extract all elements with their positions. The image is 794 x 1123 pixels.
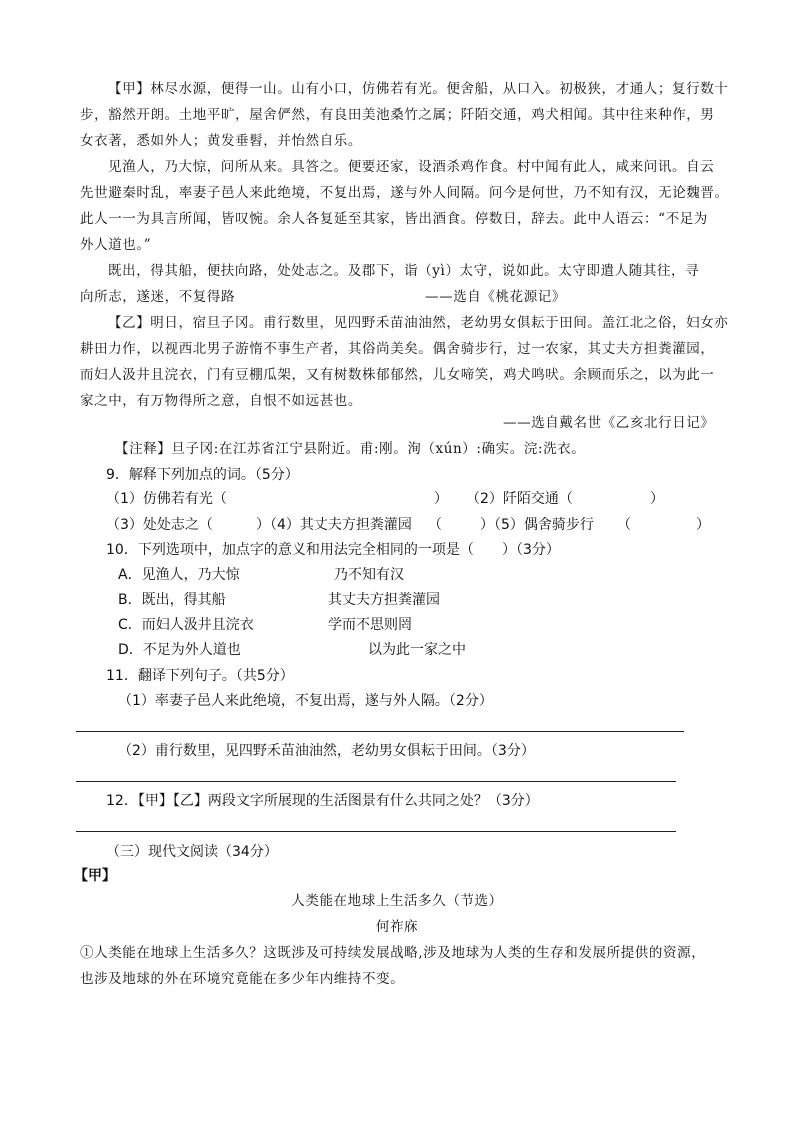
jia-p1-line3: 女衣著，悉如外人；黄发垂髫，并怡然自乐。 bbox=[80, 133, 362, 149]
article-para1-line1: ①人类能在地球上生活多久？这既涉及可持续发展战略,涉及地球为人类的生存和发展所提供的资源， bbox=[80, 945, 706, 961]
yi-source: ——选自戴名世《乙亥北行日记》 bbox=[503, 415, 715, 431]
q10-option-b: B．既出，得其船 bbox=[118, 592, 226, 608]
q12-stem: 12．【甲】【乙】两段文字所展现的生活图景有什么共同之处？（3分） bbox=[106, 793, 539, 809]
q10-option-a: A．见渔人，乃大惊 bbox=[118, 567, 240, 583]
q9-item5-close: ） bbox=[696, 517, 710, 533]
q10-option-d-compare: 以为此一家之中 bbox=[368, 642, 466, 658]
q9-item2: （2）阡陌交通（ bbox=[466, 491, 573, 507]
q9-item5: ）（5）偶舍骑步行 bbox=[480, 517, 594, 533]
yi-line1: 【乙】明日，宿旦子冈。甫行数里，见四野禾苗油油然，老幼男女俱耘于田间。盖江北之俗，妇女亦 bbox=[108, 315, 729, 331]
yi-line2: 耕田力作，以视西北男子游惰不事生产者，其俗尚美矣。偶舍骑步行，过一农家，其丈夫方担粪灌园， bbox=[80, 341, 715, 357]
q12-answer-line[interactable] bbox=[76, 831, 676, 832]
jia-p3-line2: 向所志，遂迷，不复得路 bbox=[80, 289, 236, 305]
article-author: 何祚庥 bbox=[375, 919, 419, 935]
jia-p2-line1: 见渔人，乃大惊，问所从来。具答之。便要还家，设酒杀鸡作食。村中闻有此人，咸来问讯。自云 bbox=[108, 159, 715, 175]
jia-p2-line3: 此人一一为具言所闻，皆叹惋。余人各复延至其家，皆出酒食。停数日，辞去。此中人语云：“不足为 bbox=[80, 211, 708, 227]
q9-item5-open: （ bbox=[617, 517, 631, 533]
q9-item4-open: （ bbox=[428, 517, 442, 533]
q9-item1-close: ） bbox=[434, 491, 448, 507]
q11-answer-line1[interactable] bbox=[76, 731, 684, 732]
section3-jia-label: 【甲】 bbox=[74, 868, 116, 884]
q10-stem: 10．下列选项中，加点字的意义和用法完全相同的一项是（ bbox=[106, 542, 474, 558]
article-para1-line2: 也涉及地球的外在环境究竟能在多少年内维持不变。 bbox=[80, 971, 405, 987]
yi-line3: 而妇人汲井且浣衣，门有豆棚瓜架，又有树数株郁郁然，儿女啼笑，鸡犬鸣吠。余顾而乐之，以为此一 bbox=[80, 367, 715, 383]
q10-option-b-compare: 其丈夫方担粪灌园 bbox=[328, 592, 440, 608]
q9-item3: （3）处处志之（ bbox=[106, 517, 213, 533]
jia-source: ——选自《桃花源记》 bbox=[425, 289, 566, 305]
q10-option-c-compare: 学而不思则罔 bbox=[328, 617, 412, 633]
q9-item2-close: ） bbox=[650, 491, 664, 507]
q11-answer-line2[interactable] bbox=[76, 781, 676, 782]
q10-option-a-compare: 乃不知有汉 bbox=[334, 567, 404, 583]
yi-line4: 家之中，有万物得所之意，自恨不如远甚也。 bbox=[80, 393, 362, 409]
article-title: 人类能在地球上生活多久（节选） bbox=[291, 893, 503, 909]
q9-stem: 9．解释下列加点的词。（5分） bbox=[106, 467, 299, 483]
q10-stem-end: ）（3分） bbox=[502, 542, 560, 558]
section3-heading: （三）现代文阅读（34分） bbox=[106, 844, 278, 860]
q9-item1: （1）仿佛若有光（ bbox=[106, 491, 227, 507]
q9-item4: ）（4）其丈夫方担粪灌园 bbox=[256, 517, 412, 533]
jia-p1-line1: 【甲】林尽水源，便得一山。山有小口，仿佛若有光。便舍船，从口入。初极狭，才通人；复行数十 bbox=[108, 81, 729, 97]
q10-option-d: D．不足为外人道也 bbox=[118, 642, 241, 658]
jia-p2-line4: 外人道也。” bbox=[80, 237, 152, 253]
q11-sentence1: （1）率妻子邑人来此绝境，不复出焉，遂与外人隔。（2分） bbox=[118, 693, 493, 709]
jia-p2-line2: 先世避秦时乱，率妻子邑人来此绝境，不复出焉，遂与外人间隔。问今是何世，乃不知有汉，无论魏晋。 bbox=[80, 185, 729, 201]
q11-sentence2: （2）甫行数里，见四野禾苗油油然，老幼男女俱耘于田间。（3分） bbox=[118, 743, 535, 759]
q10-option-c: C．而妇人汲井且浣衣 bbox=[118, 617, 254, 633]
notes: 【注释】旦子冈:在江苏省江宁县附近。甫:刚。洵（xún）:确实。浣:洗衣。 bbox=[115, 441, 586, 457]
q11-stem: 11．翻译下列句子。（共5分） bbox=[106, 668, 294, 684]
jia-p3-line1: 既出，得其船，便扶向路，处处志之。及郡下，诣（yì）太守，说如此。太守即遣人随其往，寻 bbox=[108, 263, 700, 279]
jia-p1-line2: 步，豁然开朗。土地平旷，屋舍俨然，有良田美池桑竹之属；阡陌交通，鸡犬相闻。其中往来种作，男 bbox=[80, 107, 715, 123]
